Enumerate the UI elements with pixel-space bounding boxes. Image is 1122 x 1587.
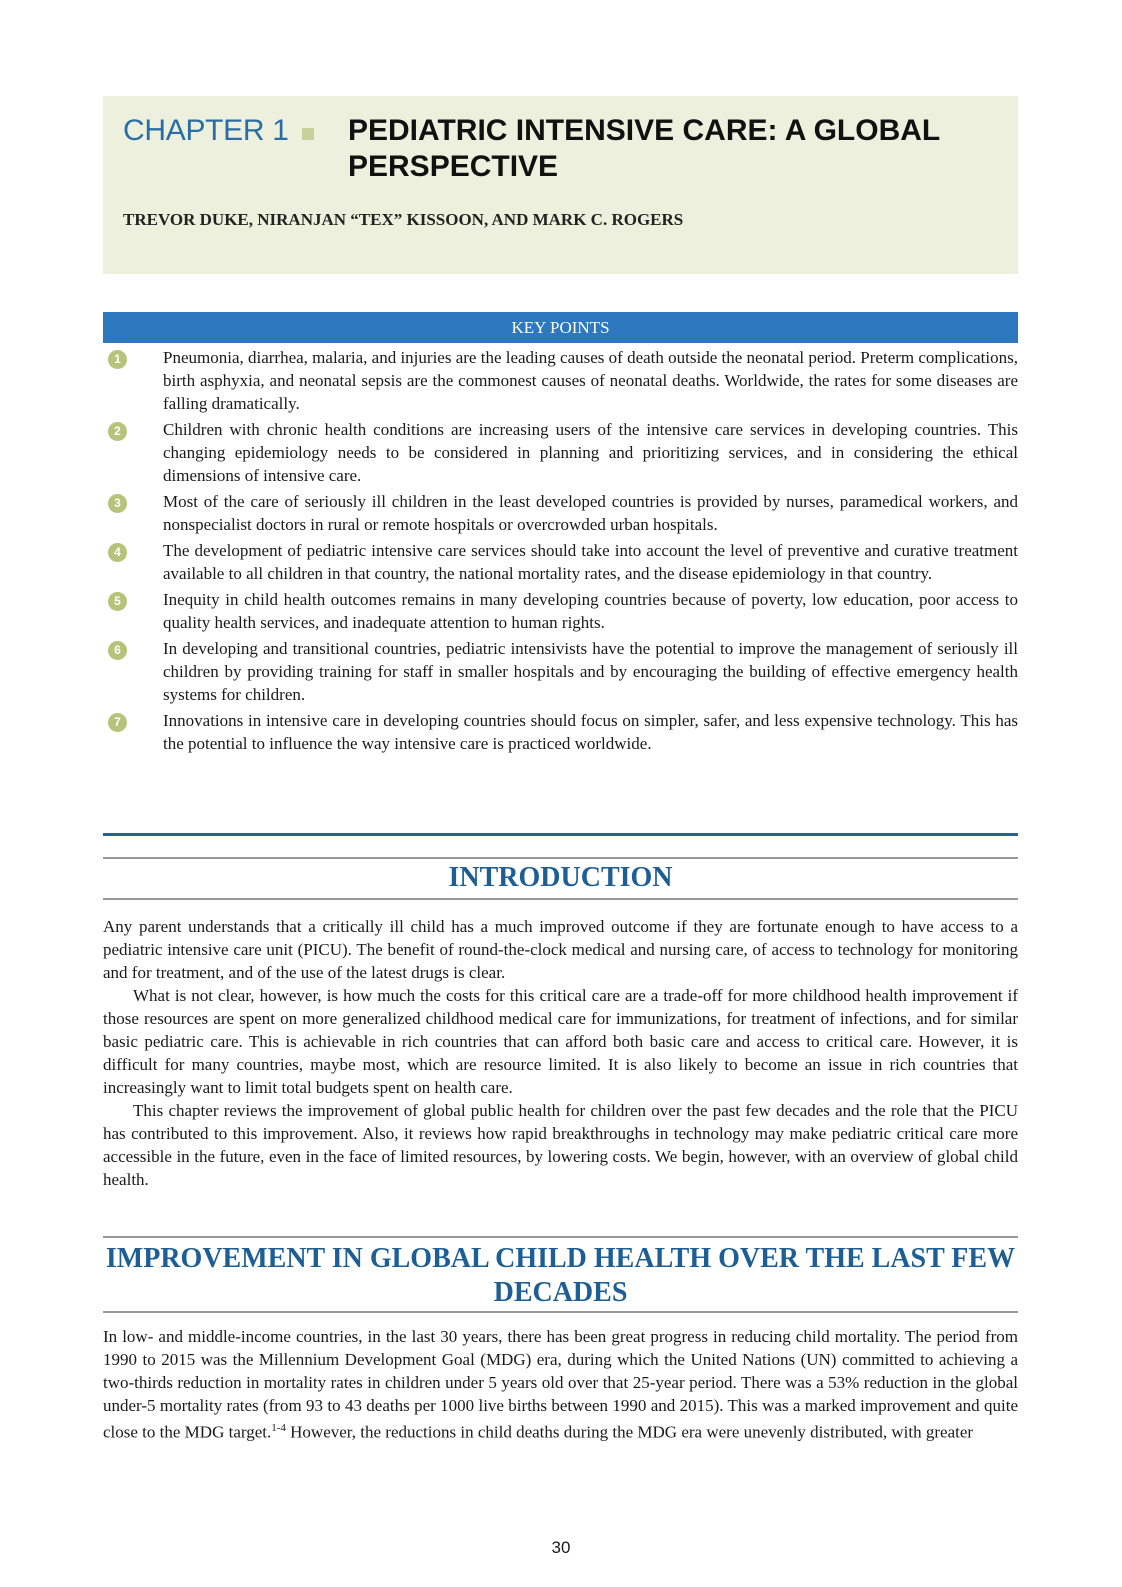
section-rule-bottom	[103, 1311, 1018, 1313]
paragraph-text-continued: However, the reductions in child deaths during the MDG era were unevenly distributed, with greater	[285, 1422, 974, 1442]
square-bullet-icon	[302, 128, 314, 140]
number-3-icon: 3	[108, 494, 127, 513]
key-point-item	[103, 490, 1018, 536]
improvement-body	[103, 1325, 1018, 1444]
section-rule-top	[103, 857, 1018, 859]
paragraph-text: In low- and middle-income countries, in the last 30 years, there has been great progress in reducing child mortality. The period from 1990 to 2015 was the Millennium Development Goal (MDG) era, during which the United Nations (UN) committed to achieving a two-thirds reduction in mortality rates in children under 5 years old over that 25-year period. There was a 53% reduction in the global under-5 mortality rates (from 93 to 43 deaths per 1000 live births between 1990 and 2015). This was a marked improvement and quite close to the MDG target.	[103, 1327, 1018, 1442]
key-point-text: Children with chronic health conditions are increasing users of the intensive care services in developing countries. This changing epidemiology needs to be considered in planning and prioritizing services, and in considering the ethical dimensions of intensive care.	[163, 420, 1018, 485]
key-points-divider	[103, 833, 1018, 836]
introduction-heading: INTRODUCTION	[448, 862, 673, 893]
number-6-icon: 6	[108, 641, 127, 660]
chapter-authors: TREVOR DUKE, NIRANJAN “TEX” KISSOON, AND MARK C. ROGERS	[123, 210, 684, 229]
improvement-heading: IMPROVEMENT IN GLOBAL CHILD HEALTH OVER THE LAST FEW DECADES	[105, 1243, 1016, 1308]
key-point-text: Most of the care of seriously ill children in the least developed countries is provided by nurses, paramedical workers, and nonspecialist doctors in rural or remote hospitals or overcrowded urban hospitals.	[163, 492, 1018, 534]
paragraph: What is not clear, however, is how much the costs for this critical care are a trade-off for more childhood health improvement if those resources are spent on more generalized childhood medical care for immunizations, for treatment of infections, and for similar basic pediatric care. This is achievable in rich countries that can afford both basic care and access to critical care. However, it is difficult for many countries, maybe most, which are resource limited. It is also likely to become an issue in rich countries that increasingly want to limit total budgets spent on health care.	[103, 986, 1018, 1097]
introduction-body	[103, 915, 1018, 1191]
chapter-label: CHAPTER 1	[123, 114, 289, 147]
key-point-text: The development of pediatric intensive care services should take into account the level of preventive and curative treatment available to all children in that country, the national mortality rates, and the disease epidemiology in that country.	[163, 541, 1018, 583]
paragraph	[103, 1325, 1018, 1444]
key-point-item	[103, 418, 1018, 487]
key-points-list	[103, 346, 1018, 758]
key-point-item	[103, 539, 1018, 585]
chapter-title: PEDIATRIC INTENSIVE CARE: A GLOBAL PERSPECTIVE	[348, 114, 940, 183]
number-2-icon: 2	[108, 422, 127, 441]
key-point-text: Inequity in child health outcomes remains in many developing countries because of poverty, low education, poor access to quality health services, and inadequate attention to human rights.	[163, 590, 1018, 632]
reference-superscript: 1-4	[271, 1422, 286, 1434]
paragraph: Any parent understands that a critically ill child has a much improved outcome if they are fortunate enough to have access to a pediatric intensive care unit (PICU). The benefit of round-the-clock medical and nursing care, of access to technology for monitoring and for treatment, and of the use of the latest drugs is clear.	[103, 917, 1018, 982]
section-rule-top	[103, 1236, 1018, 1238]
key-point-item	[103, 588, 1018, 634]
key-point-item	[103, 637, 1018, 706]
key-point-item	[103, 346, 1018, 415]
key-point-text: Innovations in intensive care in developing countries should focus on simpler, safer, and less expensive technology. This has the potential to influence the way intensive care is practiced worldwide.	[163, 711, 1018, 753]
number-5-icon: 5	[108, 592, 127, 611]
key-point-item	[103, 709, 1018, 755]
number-1-icon: 1	[108, 350, 127, 369]
paragraph: This chapter reviews the improvement of global public health for children over the past few decades and the role that the PICU has contributed to this improvement. Also, it reviews how rapid breakthroughs in technology may make pediatric critical care more accessible in the future, even in the face of limited resources, by lowering costs. We begin, however, with an overview of global child health.	[103, 1101, 1018, 1189]
key-points-heading: KEY POINTS	[103, 312, 1018, 343]
key-point-text: In developing and transitional countries, pediatric intensivists have the potential to improve the management of seriously ill children by providing training for staff in smaller hospitals and by encouraging the building of effective emergency health systems for children.	[163, 639, 1018, 704]
chapter-header	[103, 96, 1018, 274]
number-7-icon: 7	[108, 713, 127, 732]
key-point-text: Pneumonia, diarrhea, malaria, and injuries are the leading causes of death outside the neonatal period. Preterm complications, birth asphyxia, and neonatal sepsis are the commonest causes of neonatal deaths. Worldwide, the rates for some diseases are falling dramatically.	[163, 348, 1018, 413]
number-4-icon: 4	[108, 543, 127, 562]
section-rule-bottom	[103, 898, 1018, 900]
page-number: 30	[551, 1538, 571, 1557]
